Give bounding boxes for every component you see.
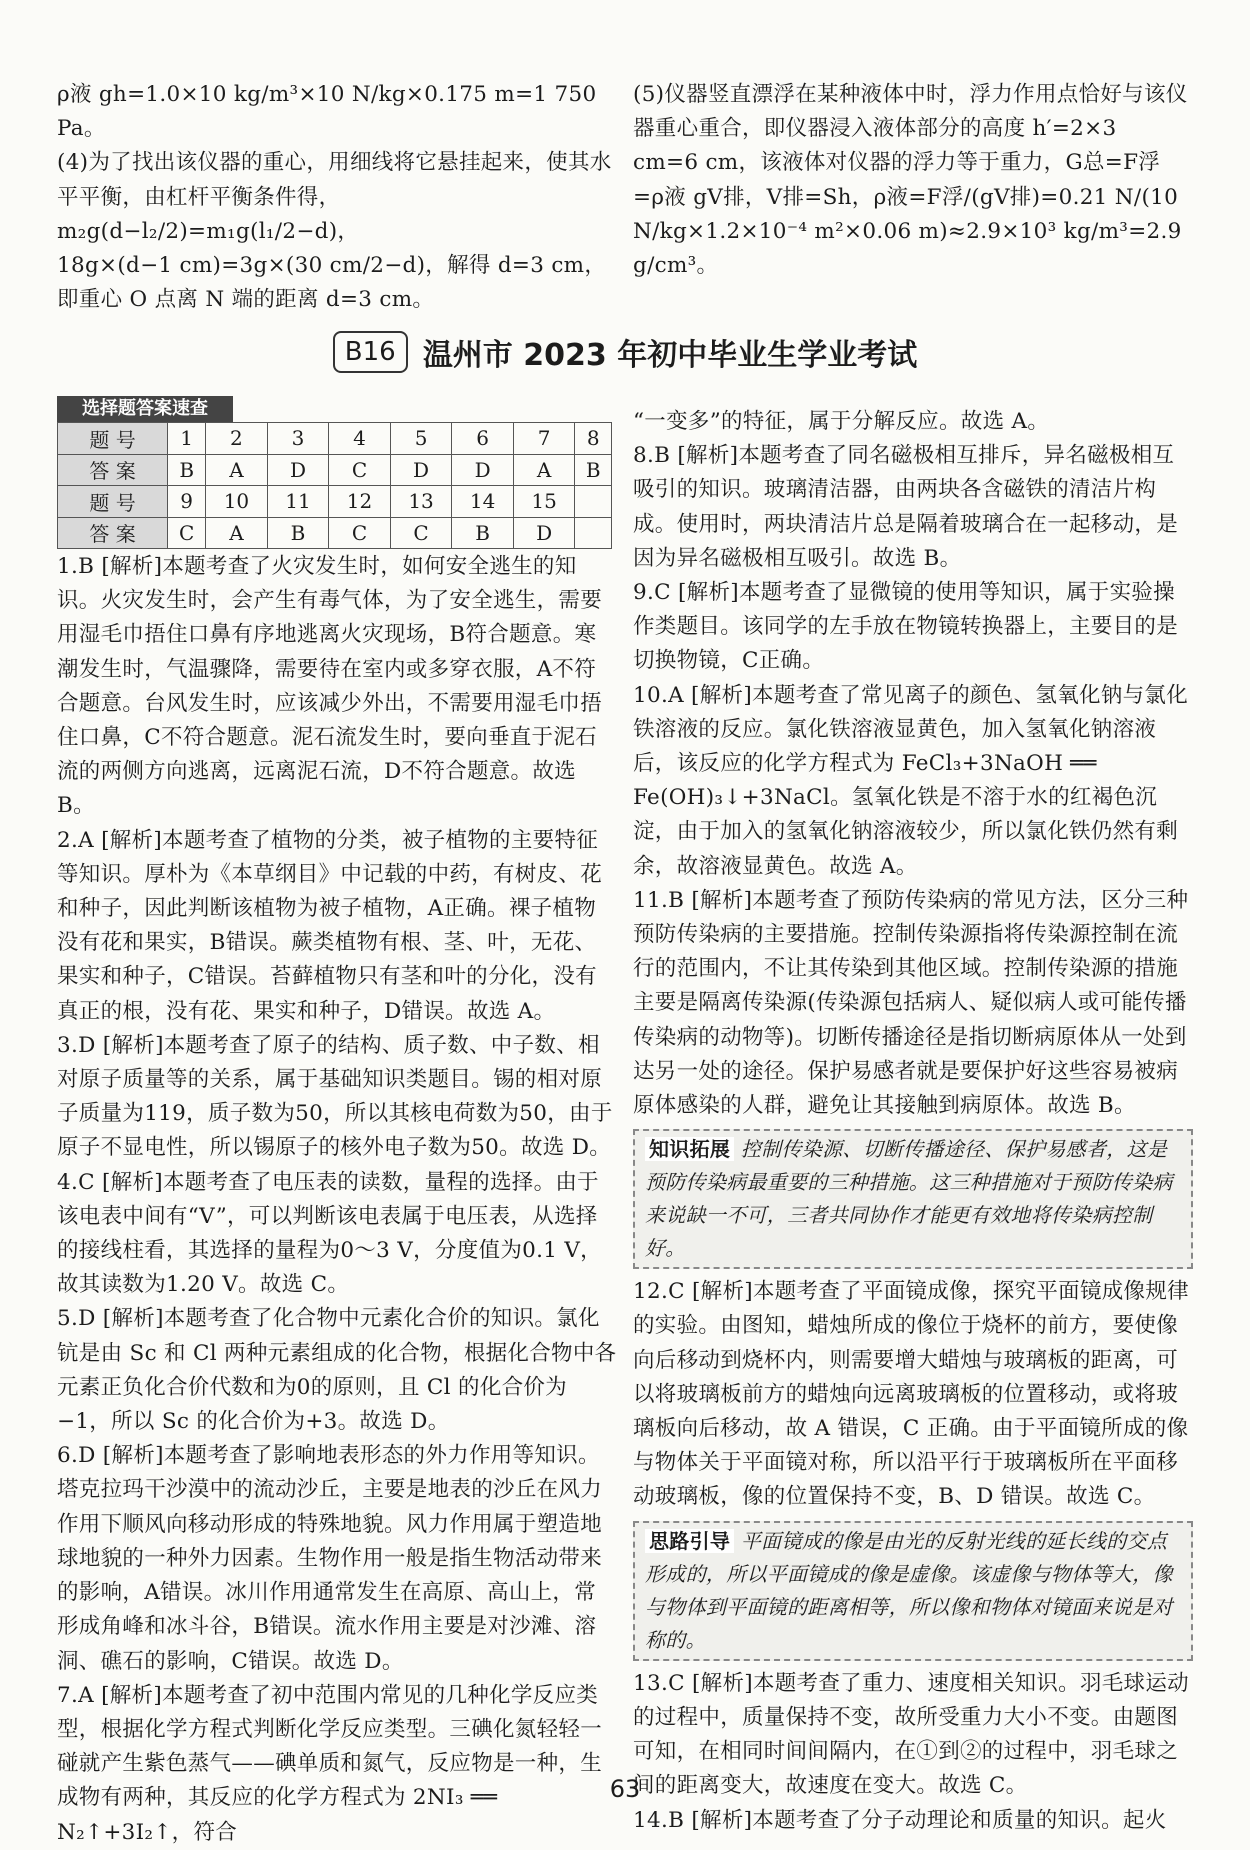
- table-row: [58, 454, 612, 486]
- table-cell: D: [390, 454, 452, 486]
- table-cell: C: [390, 517, 452, 549]
- table-cell: D: [452, 454, 514, 486]
- table-cell: B: [168, 454, 206, 486]
- box-label: 思路引导: [645, 1529, 734, 1553]
- answer-table-heading: 选择题答案速查: [57, 396, 233, 422]
- table-cell: 9: [168, 486, 206, 518]
- answer-explanation: 11.B [解析]本题考查了预防传染病的常见方法，区分三种预防传染病的主要措施。控制传染源指将传染源控制在流行的范围内，不让其传染到其他区域。控制传染源的措施主要是隔离传染源(传染源包括病人、疑似病人或可能传播传染病的动物等)。切断传播途径是指切断病原体从一处到达另一处的途径。保护易感者就是要保护好这些容易被病原体感染的人群，避免让其接触到病原体。故选 B。: [633, 887, 1189, 1119]
- answer-explanation: 5.D [解析]本题考查了化合物中元素化合价的知识。氯化钪是由 Sc 和 Cl 两种元素组成的化合物，根据化合物中各元素正负化合价代数和为0的原则，且 Cl 的化合价为−1，所以 Sc 的化合价为+3。故选 D。: [57, 1306, 617, 1435]
- box-label: 知识拓展: [645, 1137, 734, 1161]
- table-cell: [575, 486, 612, 518]
- section-title: 温州市 2023 年初中毕业生学业考试: [422, 338, 918, 373]
- table-row: [58, 486, 612, 518]
- top-right-column: [633, 78, 1188, 283]
- answer-explanation: 3.D [解析]本题考查了原子的结构、质子数、中子数、相对原子质量等的关系，属于基础知识类题目。锡的相对原子质量为119，质子数为50，所以其核电荷数为50，由于原子不显电性，所以锡原子的核外电子数为50。故选 D。: [57, 1032, 613, 1161]
- table-cell: B: [575, 454, 612, 486]
- section-banner: [0, 330, 1250, 374]
- row-label: 题 号: [58, 423, 168, 455]
- row-label: 答 案: [58, 517, 168, 549]
- answer-explanation: 12.C [解析]本题考查了平面镜成像，探究平面镜成像规律的实验。由图知，蜡烛所成的像位于烧杯的前方，要使像向后移动到烧杯内，则需要增大蜡烛与玻璃板的距离，可以将玻璃板前方的蜡烛向远离玻璃板的位置移动，或将玻璃板向后移动，故 A 错误，C 正确。由于平面镜所成的像与物体关于平面镜对称，所以沿平行于玻璃板所在平面移动玻璃板，像的位置保持不变，B、D 错误。故选 C。: [633, 1279, 1189, 1510]
- table-cell: A: [513, 454, 575, 486]
- table-cell: 13: [390, 486, 452, 518]
- table-cell: 4: [329, 423, 391, 455]
- paragraph: ρ液 gh=1.0×10 kg/m³×10 N/kg×0.175 m=1 750 Pa。: [57, 82, 597, 142]
- table-cell: C: [329, 517, 391, 549]
- row-label: 题 号: [58, 486, 168, 518]
- table-cell: 3: [267, 423, 329, 455]
- table-cell: C: [168, 517, 206, 549]
- table-cell: C: [329, 454, 391, 486]
- answer-explanation: 4.C [解析]本题考查了电压表的读数，量程的选择。由于该电表中间有“V”，可以判断该电表属于电压表，从选择的接线柱看，其选择的量程为0～3 V，分度值为0.1 V，故其读数为1.20 V。故选 C。: [57, 1169, 602, 1298]
- answer-explanation: 14.B [解析]本题考查了分子动理论和质量的知识。起火: [633, 1807, 1167, 1833]
- table-cell: 14: [452, 486, 514, 518]
- answer-explanation: 6.D [解析]本题考查了影响地表形态的外力作用等知识。塔克拉玛干沙漠中的流动沙丘，主要是地表的沙丘在风力作用下顺风向移动形成的特殊地貌。风力作用属于塑造地球地貌的一种外力因素。生物作用一般是指生物活动带来的影响，A错误。冰川作用通常发生在高原、高山上，常形成角峰和冰斗谷，B错误。流水作用主要是对沙滩、溶洞、礁石的影响，C错误。故选 D。: [57, 1443, 603, 1674]
- table-cell: 7: [513, 423, 575, 455]
- page-number: 63: [609, 1775, 641, 1803]
- table-cell: 1: [168, 423, 206, 455]
- table-cell: B: [452, 517, 514, 549]
- answer-explanation: 2.A [解析]本题考查了植物的分类，被子植物的主要特征等知识。厚朴为《本草纲目》中记载的中药，有树皮、花和种子，因此判断该植物为被子植物，A正确。裸子植物没有花和果实，B错误。蕨类植物有根、茎、叶，无花、果实和种子，C错误。苔藓植物只有茎和叶的分化，没有真正的根，没有花、果实和种子，D错误。故选 A。: [57, 827, 603, 1024]
- box-text: 控制传染源、切断传播途径、保护易感者，这是预防传染病最重要的三种措施。这三种措施对于预防传染病来说缺一不可，三者共同协作才能更有效地将传染病控制好。: [645, 1137, 1173, 1261]
- top-left-column: [57, 78, 612, 317]
- thinking-guide-box: [633, 1521, 1193, 1661]
- table-cell: 8: [575, 423, 612, 455]
- table-cell: 6: [452, 423, 514, 455]
- box-text: 平面镜成的像是由光的反射光线的延长线的交点形成的，所以平面镜成的像是虚像。该虚像与物体等大，像与物体到平面镜的距离相等，所以像和物体对镜面来说是对称的。: [645, 1528, 1173, 1652]
- table-cell: A: [206, 454, 268, 486]
- paragraph: 18g×(d−1 cm)=3g×(30 cm/2−d)，解得 d=3 cm，即重心 O 点离 N 端的距离 d=3 cm。: [57, 253, 607, 313]
- table-cell: B: [267, 517, 329, 549]
- paragraph: (4)为了找出该仪器的重心，用细线将它悬挂起来，使其水平平衡，由杠杆平衡条件得，m₂g(d−l₂/2)=m₁g(l₁/2−d)，: [57, 150, 612, 244]
- answer-table: [57, 422, 612, 549]
- answer-explanation: “一变多”的特征，属于分解反应。故选 A。: [633, 409, 1050, 434]
- table-row: [58, 517, 612, 549]
- right-main-column: [633, 405, 1193, 1838]
- table-cell: 2: [206, 423, 268, 455]
- table-row: [58, 423, 612, 455]
- left-main-column: [57, 550, 617, 1850]
- answer-explanation: 8.B [解析]本题考查了同名磁极相互排斥，异名磁极相互吸引的知识。玻璃清洁器，由两块各含磁铁的清洁片构成。使用时，两块清洁片总是隔着玻璃合在一起移动，是因为异名磁极相互吸引。故选 B。: [633, 443, 1179, 571]
- answer-explanation: 10.A [解析]本题考查了常见离子的颜色、氢氧化钠与氯化铁溶液的反应。氯化铁溶液显黄色，加入氢氧化钠溶液后，该反应的化学方程式为 FeCl₃+3NaOH ══ Fe(OH)₃↓+3NaCl。氢氧化铁是不溶于水的红褐色沉淀，由于加入的氢氧化钠溶液较少，所以氯化铁仍然有剩余，故溶液显黄色。故选 A。: [633, 682, 1189, 879]
- table-cell: 11: [267, 486, 329, 518]
- table-cell: 12: [329, 486, 391, 518]
- table-cell: 15: [513, 486, 575, 518]
- table-cell: 5: [390, 423, 452, 455]
- answer-explanation: 13.C [解析]本题考查了重力、速度相关知识。羽毛球运动的过程中，质量保持不变，故所受重力大小不变。由题图可知，在相同时间间隔内，在①到②的过程中，羽毛球之间的距离变大，故速度在变大。故选 C。: [633, 1670, 1189, 1799]
- table-cell: D: [267, 454, 329, 486]
- paragraph: (5)仪器竖直漂浮在某种液体中时，浮力作用点恰好与该仪器重心重合，即仪器浸入液体部分的高度 h′=2×3 cm=6 cm，该液体对仪器的浮力等于重力，G总=F浮=ρ液 gV排，V排=Sh，ρ液=F浮/(gV排)=0.21 N/(10 N/kg×1.2×10⁻⁴ m²×0.06 m)≈2.9×10³ kg/m³=2.9 g/cm³。: [633, 82, 1188, 279]
- table-cell: [575, 517, 612, 549]
- section-code: B16: [333, 331, 408, 373]
- table-cell: D: [513, 517, 575, 549]
- row-label: 答 案: [58, 454, 168, 486]
- knowledge-extension-box: [633, 1129, 1193, 1269]
- table-cell: A: [206, 517, 268, 549]
- table-cell: 10: [206, 486, 268, 518]
- answer-explanation: 7.A [解析]本题考查了初中范围内常见的几种化学反应类型，根据化学方程式判断化学反应类型。三碘化氮轻轻一碰就产生紫色蒸气——碘单质和氮气，反应物是一种，生成物有两种，其反应的化学方程式为 2NI₃ ══ N₂↑+3I₂↑，符合: [57, 1682, 603, 1845]
- answer-explanation: 9.C [解析]本题考查了显微镜的使用等知识，属于实验操作类题目。该同学的左手放在物镜转换器上，主要目的是切换物镜，C正确。: [633, 580, 1179, 674]
- answer-explanation: 1.B [解析]本题考查了火灾发生时，如何安全逃生的知识。火灾发生时，会产生有毒气体，为了安全逃生，需要用湿毛巾捂住口鼻有序地逃离火灾现场，B符合题意。寒潮发生时，气温骤降，需要待在室内或多穿衣服，A不符合题意。台风发生时，应该减少外出，不需要用湿毛巾捂住口鼻，C不符合题意。泥石流发生时，要向垂直于泥石流的两侧方向逃离，远离泥石流，D不符合题意。故选 B。: [57, 554, 603, 819]
